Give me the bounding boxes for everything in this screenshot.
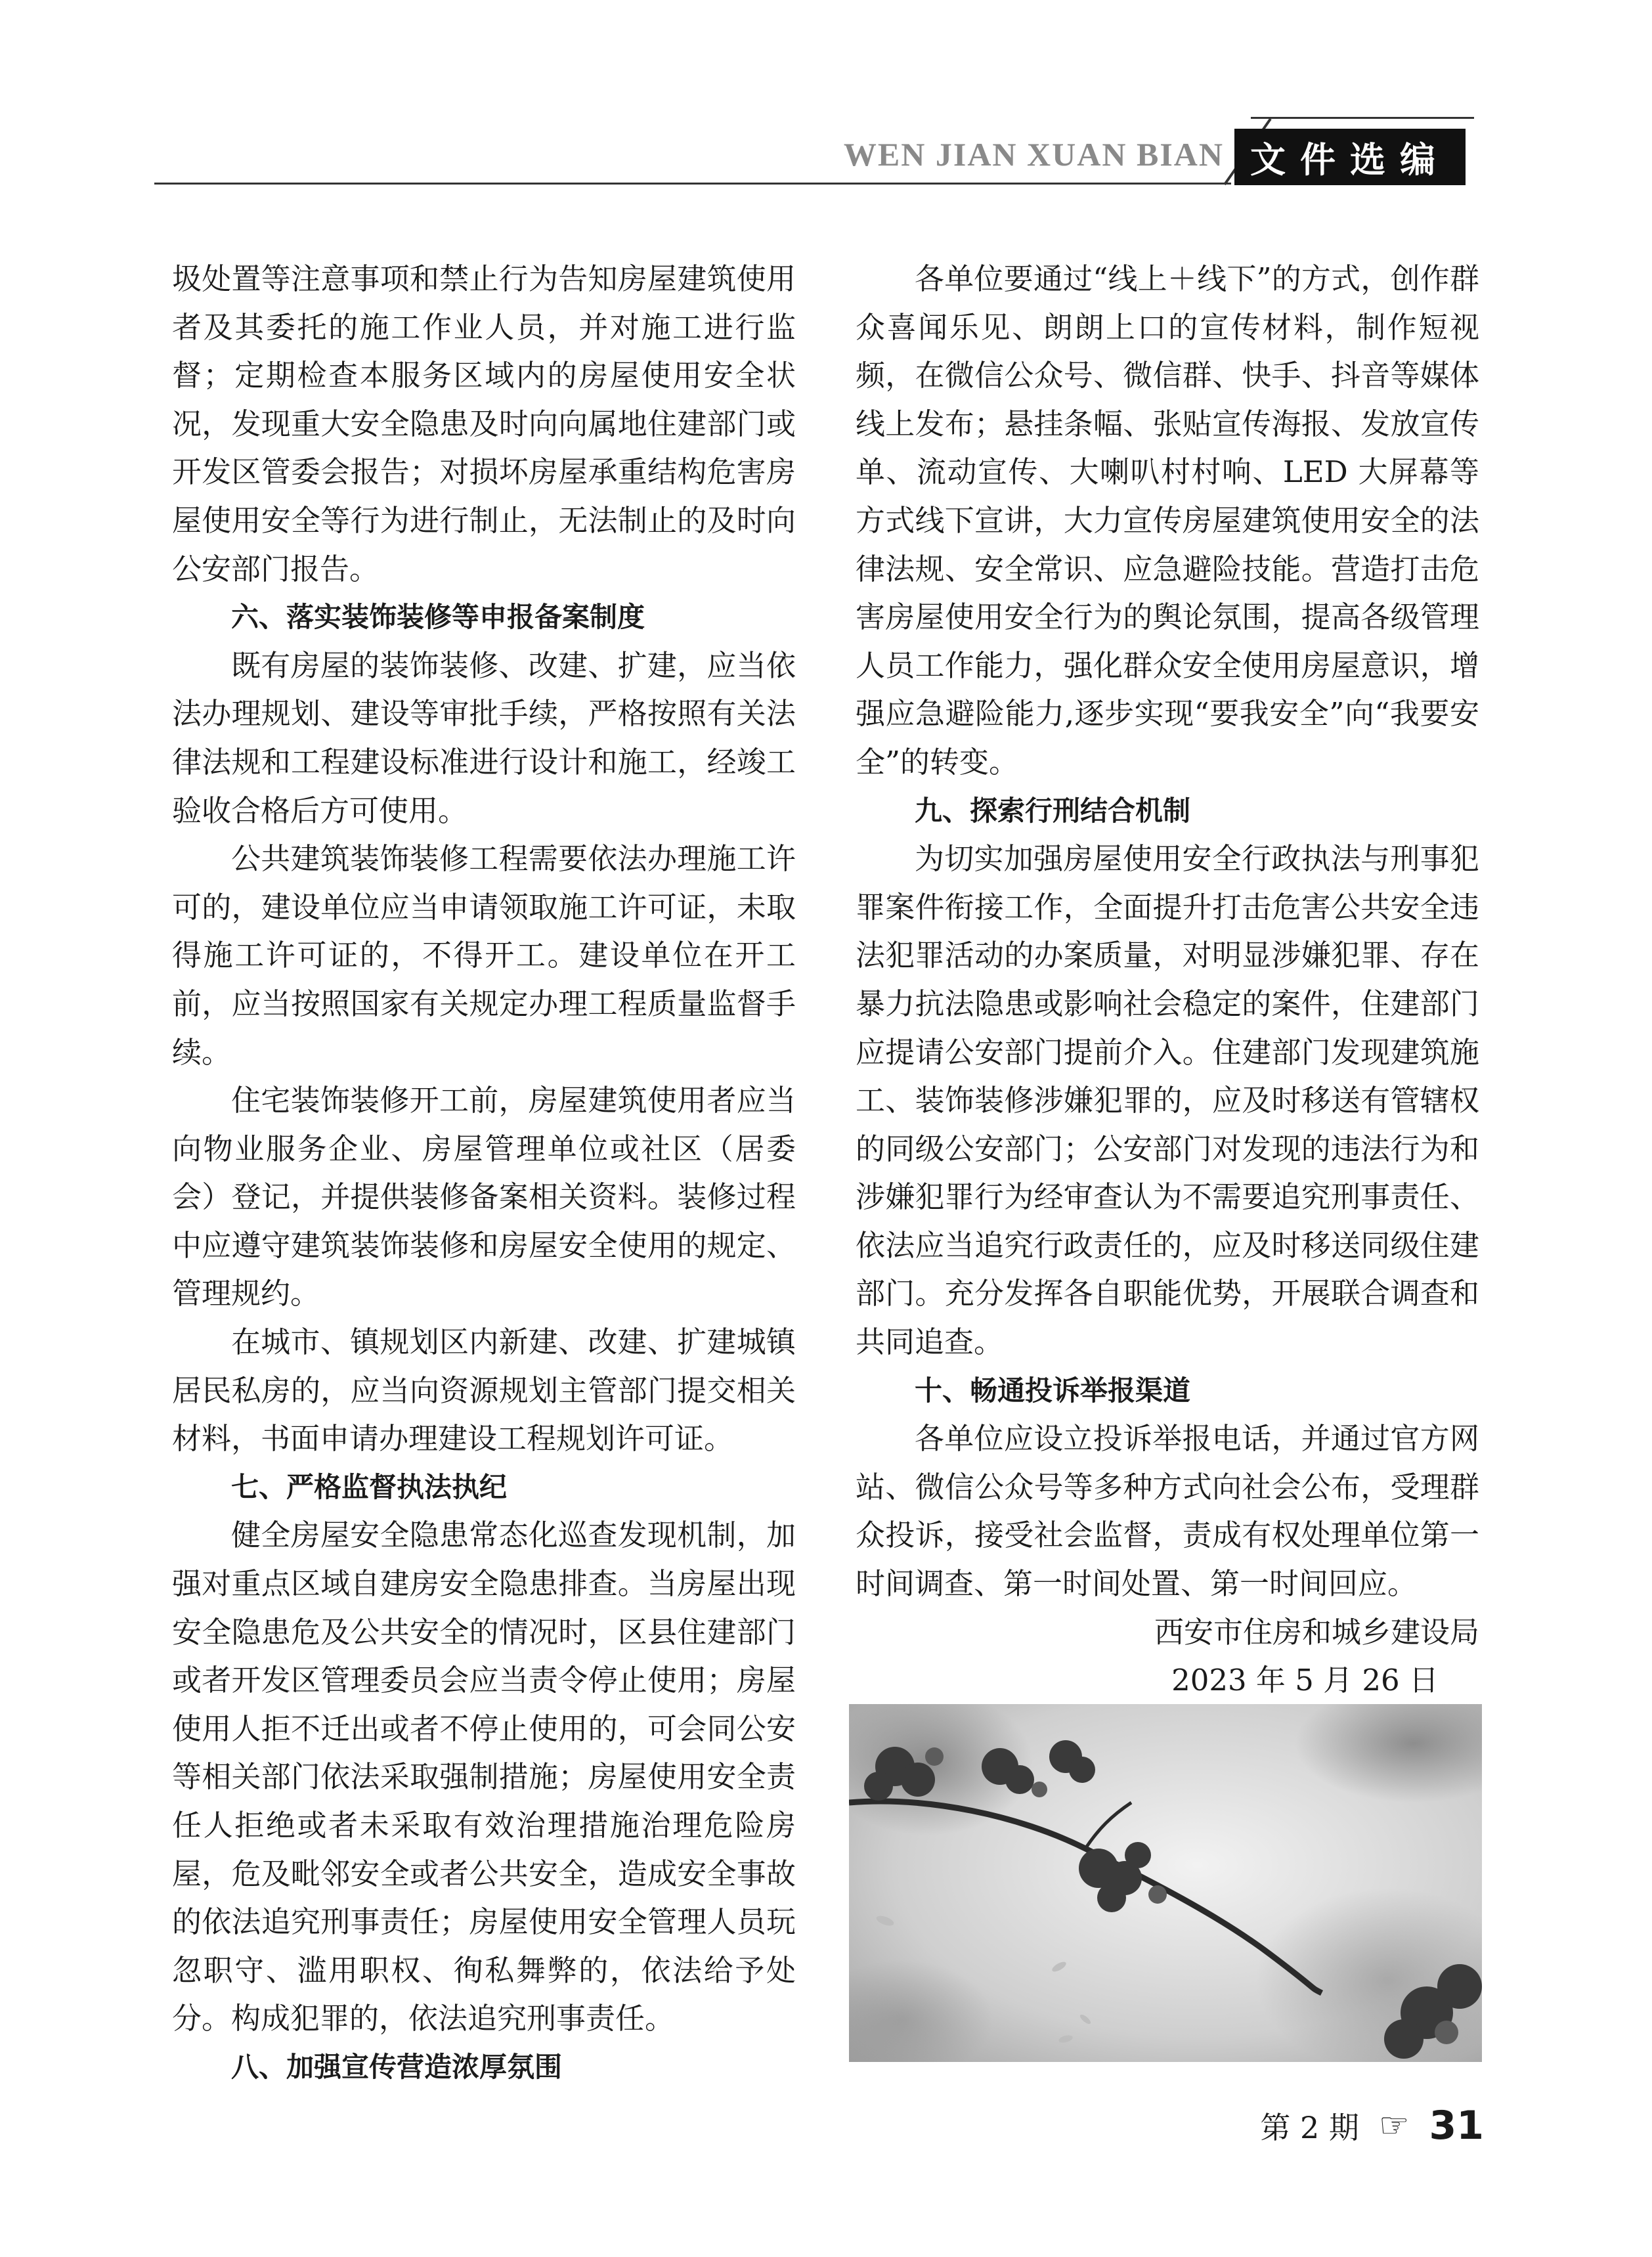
section-heading: 八、加强宣传营造浓厚氛围 <box>231 2050 563 2083</box>
paragraph: 各单位应设立投诉举报电话，并通过官方网站、微信公众号等多种方式向社会公布，受理群众投诉，接受社会监督，责成有权处理单位第一时间调查、第一时间处置、第一时间回应。 <box>856 1421 1479 1602</box>
header-rule-top <box>1251 117 1474 119</box>
page-number: 31 <box>1429 2103 1484 2149</box>
paragraph: 为切实加强房屋使用安全行政执法与刑事犯罪案件衔接工作，全面提升打击危害公共安全违法犯罪活动的办案质量，对明显涉嫌犯罪、存在暴力抗法隐患或影响社会稳定的案件，住建部门应提请公安部门提前介入。住建部门发现建筑施工、装饰装修涉嫌犯罪的，应及时移送有管辖权的同级公安部门；公安部门对发现的违法行为和涉嫌犯罪行为经审查认为不需要追究刑事责任、依法应当追究行政责任的，应及时移送同级住建部门。充分发挥各自职能优势，开展联合调查和共同追查。 <box>856 841 1479 1360</box>
paragraph: 既有房屋的装饰装修、改建、扩建，应当依法办理规划、建设等审批手续，严格按照有关法律法规和工程建设标准进行设计和施工，经竣工验收合格后方可使用。 <box>172 647 796 828</box>
signature-date: 2023 年 5 月 26 日 <box>1171 1663 1439 1698</box>
section-heading: 七、严格监督执法执纪 <box>231 1470 508 1503</box>
hand-pointing-icon: ☞ <box>1378 2106 1410 2145</box>
paragraph: 圾处置等注意事项和禁止行为告知房屋建筑使用者及其委托的施工作业人员，并对施工进行监督；定期检查本服务区域内的房屋使用安全状况，发现重大安全隐患及时向向属地住建部门或开发区管委会报告；对损坏房屋承重结构危害房屋使用安全等行为进行制止，无法制止的及时向公安部门报告。 <box>172 261 796 586</box>
issue-number: 第 2 期 <box>1260 2110 1359 2145</box>
left-column <box>172 255 796 2092</box>
page-header <box>0 0 1652 197</box>
section-heading: 六、落实装饰装修等申报备案制度 <box>231 601 645 634</box>
header-english-title: WEN JIAN XUAN BIAN <box>843 136 1224 173</box>
header-rule <box>154 183 1231 185</box>
blossom-branch-photo <box>849 1704 1482 2062</box>
section-heading: 九、探索行刑结合机制 <box>915 794 1191 827</box>
section-heading: 十、畅通投诉举报渠道 <box>915 1374 1191 1407</box>
signature-org: 西安市住房和城乡建设局 <box>1154 1614 1479 1650</box>
paragraph: 各单位要通过“线上＋线下”的方式，创作群众喜闻乐见、朗朗上口的宣传材料，制作短视频，在微信公众号、微信群、快手、抖音等媒体线上发布；悬挂条幅、张贴宣传海报、发放宣传单、流动宣传、大喇叭村村响、LED 大屏幕等方式线下宣讲，大力宣传房屋建筑使用安全的法律法规、安全常识、应急避险技能。营造打击危害房屋使用安全行为的舆论氛围，提高各级管理人员工作能力，强化群众安全使用房屋意识，增强应急避险能力,逐步实现“要我安全”向“我要安全”的转变。 <box>856 261 1479 779</box>
paragraph: 住宅装饰装修开工前，房屋建筑使用者应当向物业服务企业、房屋管理单位或社区（居委会）登记，并提供装修备案相关资料。装修过程中应遵守建筑装饰装修和房屋安全使用的规定、管理规约。 <box>172 1083 796 1311</box>
right-column <box>856 255 1479 1705</box>
section-badge: 文件选编 <box>1234 129 1466 185</box>
paragraph: 公共建筑装饰装修工程需要依法办理施工许可的，建设单位应当申请领取施工许可证，未取得施工许可证的，不得开工。建设单位在开工前，应当按照国家有关规定办理工程质量监督手续。 <box>172 841 796 1070</box>
paragraph: 在城市、镇规划区内新建、改建、扩建城镇居民私房的，应当向资源规划主管部门提交相关材料，书面申请办理建设工程规划许可证。 <box>172 1325 796 1457</box>
page-footer <box>1260 2103 1484 2149</box>
paragraph: 健全房屋安全隐患常态化巡查发现机制，加强对重点区域自建房安全隐患排查。当房屋出现安全隐患危及公共安全的情况时，区县住建部门或者开发区管理委员会应当责令停止使用；房屋使用人拒不迁出或者不停止使用的，可会同公安等相关部门依法采取强制措施；房屋使用安全责任人拒绝或者未采取有效治理措施治理危险房屋，危及毗邻安全或者公共安全，造成安全事故的依法追究刑事责任；房屋使用安全管理人员玩忽职守、滥用职权、徇私舞弊的，依法给予处分。构成犯罪的，依法追究刑事责任。 <box>172 1518 796 2036</box>
